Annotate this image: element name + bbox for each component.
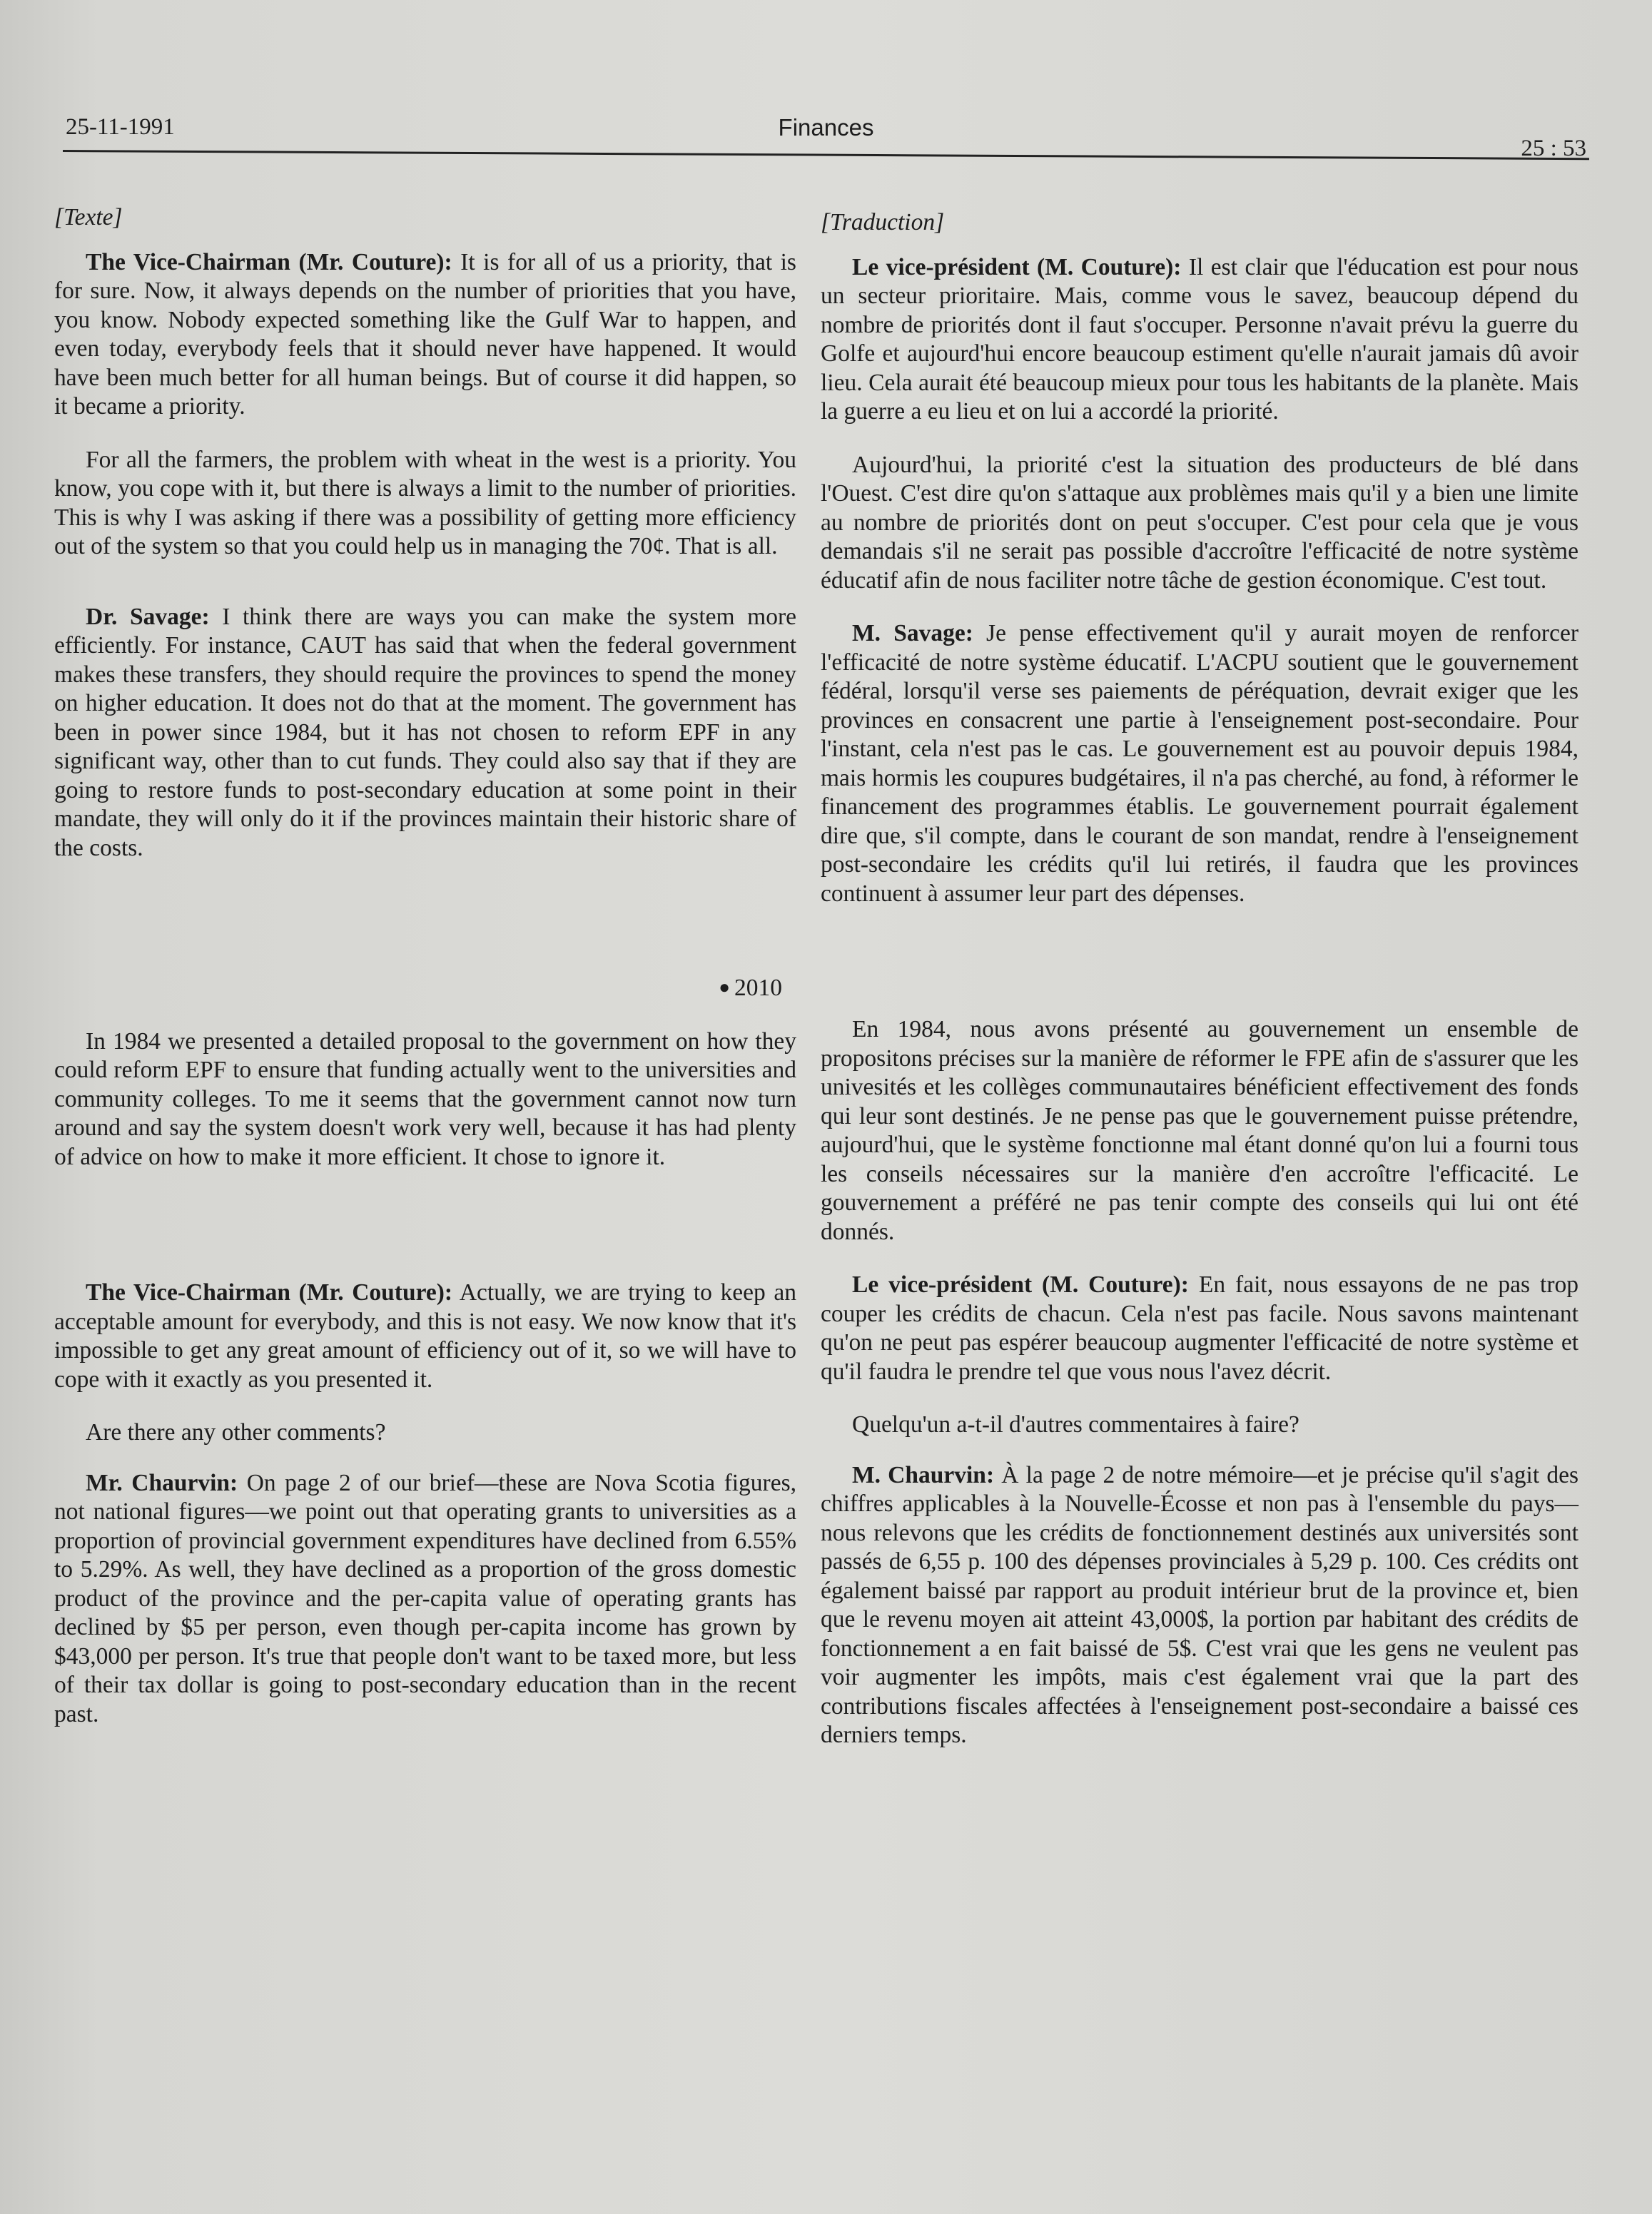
speech-text: On page 2 of our brief—these are Nova Scotia figures, not national figures—we point out that operating grants to universities as a proportion of provincial government expenditures have declined from 6.55% to 5.29%. As well, they have declined as a proportion of the gross domestic product of the province and the per-capita value of operating grants has declined by $5 per person, even though per-capita income has grown by $43,000 per person. It's true that people don't want to be taxed more, but less of their tax dollar is going to post-secondary education than in the recent past. [54, 1469, 796, 1727]
paragraph [821, 1461, 1578, 1750]
speaker-name: The Vice-Chairman (Mr. Couture): [86, 1279, 453, 1306]
speaker-name: The Vice-Chairman (Mr. Couture): [86, 248, 452, 275]
speech-text: I think there are ways you can make the system more efficiently. For instance, CAUT has said that when the federal government makes these transfers, they should require the provinces to spend the money on higher education. It does not do that at the moment. The government has been in power since 1984, but it has not chosen to reform EPF in any significant way, other than to cut funds. They could also say that if they are going to restore funds to post-secondary education at some point in their mandate, they will only do it if the provinces maintain their historic share of the costs. [54, 603, 796, 861]
paragraph [821, 1271, 1578, 1386]
french-column [821, 208, 1578, 1750]
page-header [63, 106, 1589, 163]
english-column [54, 203, 796, 1729]
section-label: [Texte] [54, 204, 123, 230]
bullet-icon: ● [719, 977, 730, 997]
paragraph: For all the farmers, the problem with wheat in the west is a priority. You know, you cope with it, but there is always a limit to the number of priorities. This is why I was asking if there was a possibility of getting more efficiency out of the system so that you could help us in managing the 70¢. That is all. [54, 446, 796, 559]
speaker-name: M. Savage: [852, 620, 973, 646]
paragraph: En 1984, nous avons présenté au gouvernement un ensemble de propositons précises sur la manière de réformer le FPE afin de s'assurer que les univesités et les collèges communautaires bénéficient effectivement des fonds qui leur sont destinés. Je ne pense pas que le gouvernement puisse prétendre, aujourd'hui, que le système fonctionne mal étant donné qu'on lui a fourni tous les conseils nécessaires sur la manière d'en accroître l'efficacité. Le gouvernement a préféré ne pas tenir compte des conseils qui lui ont été donnés. [821, 1016, 1578, 1245]
speech-text: Actually, we are trying to keep an acceptable amount for everybody, and this is not easy. We now know that it's impossible to get any great amount of efficiency out of it, so we will have to cope with it exactly as you presented it. [54, 1279, 796, 1393]
speech-text: À la page 2 de notre mémoire—et je précise qu'il s'agit des chiffres applicables à la Nouvelle-Écosse et non pas à l'ensemble du pays—nous relevons que les crédits de fonctionnement destinés aux universités sont passés de 6,55 p. 100 des dépenses provinciales à 5,29 p. 100. Ces crédits ont également baissé par rapport au produit intérieur brut de la province et, bien que le revenu moyen ait atteint 43,000$, la portion par habitant des crédits de fonctionnement a en fait baissé de 5$. C'est vrai que les gens ne veulent pas voir augmenter les impôts, mais c'est également vrai que la part des contributions fiscales affectées à l'enseignement post-secondaire a baissé ces derniers temps. [821, 1461, 1578, 1748]
speaker-name: Le vice-président (M. Couture): [852, 1271, 1189, 1298]
paragraph [54, 1279, 796, 1394]
paragraph: Quelqu'un a-t-il d'autres commentaires à faire? [852, 1411, 1299, 1438]
section-label: [Traduction] [821, 209, 945, 235]
speaker-name: Le vice-président (M. Couture): [852, 253, 1182, 280]
speech-text: En fait, nous essayons de ne pas trop couper les crédits de chacun. Cela n'est pas facile. Nous savons maintenant qu'on ne peut pas espérer beaucoup augmenter l'efficacité de notre système et qu'il faudra le prendre tel que vous nous l'avez décrit. [821, 1271, 1578, 1385]
paragraph: Aujourd'hui, la priorité c'est la situation des producteurs de blé dans l'Ouest. C'est dire qu'on s'attaque aux problèmes mais qu'il y a bien une limite au nombre de priorités dont on peut s'occuper. C'est pour cela que je vous demandais s'il ne serait pas possible d'accroître l'efficacité de notre système éducatif afin de nous faciliter notre tâche de gestion économique. C'est tout. [821, 451, 1578, 594]
header-page-number: 25 : 53 [1521, 136, 1586, 161]
speech-text: Il est clair que l'éducation est pour nous un secteur prioritaire. Mais, comme vous le savez, beaucoup dépend du nombre de priorités dont il faut s'occuper. Personne n'avait prévu la guerre du Golfe et aujourd'hui encore beaucoup estiment qu'elle n'aurait jamais dû avoir lieu. Cela aurait été beaucoup mieux pour tous les habitants de la planète. Mais la guerre a eu lieu et on lui a accordé la priorité. [821, 253, 1578, 425]
paragraph [54, 603, 796, 863]
paragraph [821, 253, 1578, 427]
paragraph: Are there any other comments? [86, 1419, 386, 1446]
speech-text: It is for all of us a priority, that is for sure. Now, it always depends on the number of priorities that you have, you know. Nobody expected something like the Gulf War to happen, and even today, everybody feels that it should never have happened. It would have been much better for all human beings. But of course it did happen, so it became a priority. [54, 248, 796, 420]
speech-text: Je pense effectivement qu'il y aurait moyen de renforcer l'efficacité de notre système éducatif. L'ACPU soutient que le gouvernement fédéral, lorsqu'il verse ses paiements de péréquation, devrait exiger que les provinces en consacrent une partie à l'enseignement post-secondaire. Pour l'instant, cela n'est pas le cas. Le gouvernement est au pouvoir depuis 1984, mais hormis les coupures budgétaires, il n'a pas cherché, au fond, à réformer le financement des programmes établis. Le gouvernement pourrait également dire que, s'il compte, dans le courant de son mandat, rendre à l'enseignement post-secondaire les crédits qu'il lui retirés, il faudra que les provinces continuent à assumer leur part des dépenses. [821, 620, 1578, 907]
header-rule [63, 150, 1589, 160]
speaker-name: M. Chaurvin: [852, 1461, 995, 1488]
paragraph [54, 1469, 796, 1730]
time-marker [54, 973, 796, 1003]
speaker-name: Mr. Chaurvin: [86, 1469, 238, 1496]
time-marker-value: 2010 [734, 975, 782, 1001]
paragraph [54, 248, 796, 422]
header-date: 25-11-1991 [66, 114, 175, 140]
paragraph [821, 619, 1578, 908]
header-title: Finances [778, 114, 874, 141]
speaker-name: Dr. Savage: [86, 603, 210, 630]
paragraph: In 1984 we presented a detailed proposal to the government on how they could reform EPF to ensure that funding actually went to the universities and community colleges. To me it seems that the government cannot now turn around and say the system doesn't work very well, because it has had plenty of advice on how to make it more efficient. It chose to ignore it. [54, 1027, 796, 1170]
